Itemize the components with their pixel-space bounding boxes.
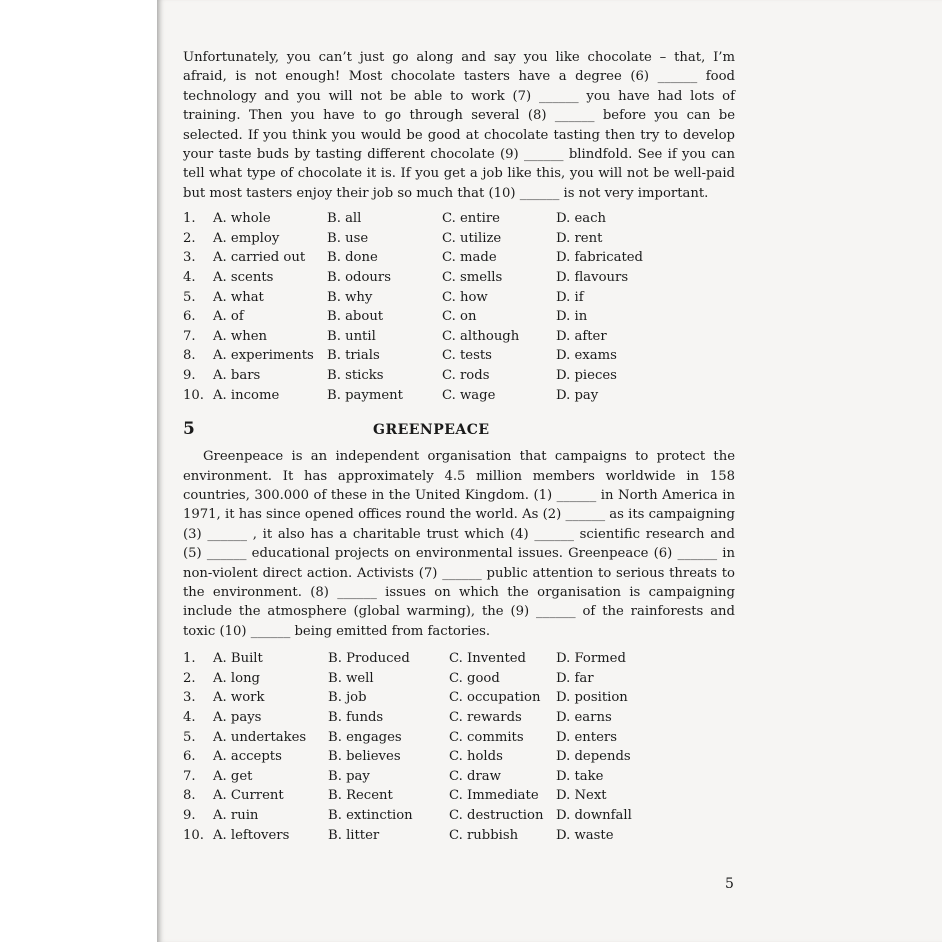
option-b: B. payment	[327, 387, 403, 403]
question-number: 4.	[183, 710, 196, 726]
question-number: 1.	[183, 651, 196, 667]
option-c: C. tests	[442, 348, 492, 364]
option-b: B. job	[328, 690, 367, 706]
option-a: A. long	[213, 670, 260, 686]
option-a: A. income	[213, 387, 280, 403]
question-number: 7.	[183, 328, 196, 344]
option-row	[183, 767, 735, 787]
option-c: C. made	[442, 250, 497, 266]
background-margin	[0, 0, 157, 942]
option-c: C. entire	[442, 211, 500, 227]
option-a: A. of	[213, 309, 244, 325]
question-number: 8.	[183, 788, 196, 804]
option-a: A. whole	[213, 211, 271, 227]
option-a: A. work	[213, 690, 265, 706]
option-d: D. after	[556, 328, 607, 344]
greenpeace-options	[183, 649, 735, 845]
option-b: B. funds	[328, 710, 384, 726]
option-row	[183, 268, 735, 288]
option-a: A. Current	[213, 788, 284, 804]
option-b: B. extinction	[328, 808, 413, 823]
greenpeace-text: Greenpeace is an independent organisation that campaigns to protect the environment. It has approximately 4.5 million members worldwide in 158 countries, 300.000 of these in the United Kingdom. (1) ______ in North America in 1971, it has since opened offices round the world. As (2) ______ as its campaigning (3) ______ , it also has a charitable trust which (4) ______ scientific research and (5) ______ educational projects on environmental issues. Greenpeace (6) ______ in non-violent direct action. Activists (7) ______ public attention to serious threats to the environment. (8) ______ issues on which the organisation is campaigning include the atmosphere (global warming), the (9) ______ of the rainforests and toxic (10) ______ being emitted from factories.	[183, 449, 735, 639]
option-row	[183, 307, 735, 327]
option-a: A. leftovers	[213, 827, 290, 843]
option-b: B. engages	[328, 729, 402, 745]
section-header	[183, 419, 735, 441]
option-c: C. good	[449, 670, 500, 686]
option-d: D. waste	[556, 827, 614, 843]
question-number: 6.	[183, 749, 196, 765]
option-c: C. rods	[442, 368, 490, 383]
page-number: 5	[725, 876, 734, 892]
option-b: B. until	[327, 328, 376, 344]
option-c: C. although	[442, 328, 520, 344]
greenpeace-paragraph	[183, 447, 735, 641]
chocolate-options	[183, 209, 735, 405]
option-b: B. Recent	[328, 788, 393, 804]
option-row	[183, 327, 735, 347]
option-d: D. depends	[556, 749, 631, 765]
document-page	[157, 0, 942, 942]
option-a: A. bars	[213, 368, 261, 383]
option-d: D. downfall	[556, 808, 632, 823]
option-d: D. Next	[556, 788, 607, 804]
option-d: D. pay	[556, 387, 599, 403]
option-d: D. in	[556, 309, 588, 325]
option-d: D. far	[556, 670, 594, 686]
question-number: 2.	[183, 670, 196, 686]
option-b: B. Produced	[328, 651, 410, 667]
question-number: 4.	[183, 270, 196, 286]
option-b: B. all	[327, 211, 362, 227]
question-number: 5.	[183, 289, 196, 305]
question-number: 9.	[183, 368, 196, 383]
option-d: D. pieces	[556, 368, 617, 383]
option-c: C. how	[442, 289, 488, 305]
option-a: A. undertakes	[213, 729, 307, 745]
option-a: A. experiments	[213, 348, 314, 364]
option-row	[183, 747, 735, 767]
question-number: 6.	[183, 309, 196, 325]
option-d: D. Formed	[556, 651, 626, 667]
option-c: C. wage	[442, 387, 496, 403]
option-a: A. pays	[213, 710, 262, 726]
question-number: 3.	[183, 690, 196, 706]
option-c: C. destruction	[449, 808, 544, 823]
option-d: D. take	[556, 768, 604, 784]
option-b: B. why	[327, 289, 373, 305]
option-b: B. done	[327, 250, 378, 266]
option-c: C. Invented	[449, 651, 526, 667]
option-a: A. when	[213, 328, 267, 344]
option-c: C. on	[442, 309, 477, 325]
option-a: A. ruin	[213, 808, 259, 823]
option-c: C. draw	[449, 768, 501, 784]
option-c: C. rewards	[449, 710, 522, 726]
option-d: D. flavours	[556, 270, 629, 286]
option-a: A. Built	[213, 651, 263, 667]
option-row	[183, 728, 735, 748]
option-b: B. trials	[327, 348, 380, 364]
option-b: B. sticks	[327, 368, 384, 383]
option-a: A. carried out	[213, 250, 306, 266]
section-title: GREENPEACE	[373, 422, 490, 439]
option-row	[183, 649, 735, 669]
question-number: 9.	[183, 808, 196, 823]
option-row	[183, 806, 735, 826]
question-number: 2.	[183, 230, 196, 246]
option-d: D. fabricated	[556, 250, 643, 266]
chocolate-paragraph: Unfortunately, you can’t just go along and say you like chocolate – that, I’m afraid, is not enough! Most chocolate tasters have a degree (6) ______ food technology and you will not be able to work (7) ______ you have had lots of training. Then you have to go through several (8) ______ before you can be selected. If you think you would be good at chocolate tasting then try to develop your taste buds by tasting different chocolate (9) ______ blindfold. See if you can tell what type of chocolate it is. If you get a job like this, you will not be well-paid but most tasters enjoy their job so much that (10) ______ is not very important.	[183, 50, 735, 201]
option-c: C. rubbish	[449, 827, 519, 843]
option-c: C. Immediate	[449, 788, 539, 804]
question-number: 1.	[183, 211, 196, 227]
option-a: A. get	[213, 768, 253, 784]
option-b: B. about	[327, 309, 384, 325]
option-row	[183, 386, 735, 406]
option-b: B. pay	[328, 768, 370, 784]
option-c: C. smells	[442, 270, 503, 286]
option-d: D. each	[556, 211, 607, 227]
option-row	[183, 708, 735, 728]
option-row	[183, 786, 735, 806]
option-c: C. holds	[449, 749, 503, 765]
option-row	[183, 346, 735, 366]
question-number: 8.	[183, 348, 196, 364]
option-row	[183, 288, 735, 308]
option-c: C. occupation	[449, 690, 541, 706]
option-row	[183, 826, 735, 846]
option-d: D. enters	[556, 729, 617, 745]
option-row	[183, 209, 735, 229]
option-row	[183, 248, 735, 268]
question-number: 5.	[183, 729, 196, 745]
option-c: C. utilize	[442, 230, 502, 246]
option-row	[183, 688, 735, 708]
option-d: D. exams	[556, 348, 617, 364]
option-row	[183, 366, 735, 386]
option-c: C. commits	[449, 729, 524, 745]
option-b: B. litter	[328, 827, 380, 843]
option-b: B. believes	[328, 749, 401, 765]
option-d: D. rent	[556, 230, 603, 246]
option-a: A. what	[213, 289, 264, 305]
question-number: 7.	[183, 768, 196, 784]
option-d: D. if	[556, 289, 584, 305]
option-a: A. accepts	[213, 749, 282, 765]
question-number: 10.	[183, 827, 204, 843]
option-a: A. scents	[213, 270, 274, 286]
option-d: D. earns	[556, 710, 612, 726]
question-number: 3.	[183, 250, 196, 266]
question-number: 10.	[183, 387, 204, 403]
section-number: 5	[183, 419, 195, 440]
option-d: D. position	[556, 690, 628, 706]
page-content	[183, 48, 735, 845]
option-a: A. employ	[213, 230, 280, 246]
option-row	[183, 669, 735, 689]
option-b: B. well	[328, 670, 374, 686]
option-b: B. use	[327, 230, 369, 246]
option-row	[183, 229, 735, 249]
option-b: B. odours	[327, 270, 391, 286]
